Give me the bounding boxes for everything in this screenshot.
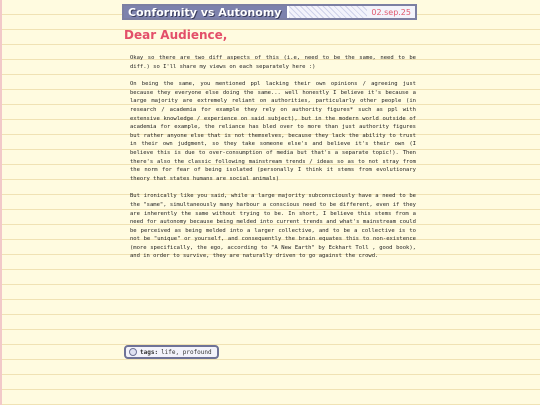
tag-icon: [129, 348, 137, 356]
post-tags[interactable]: [124, 345, 219, 359]
post-greeting: Dear Audience,: [124, 28, 228, 42]
post-title-bar: [122, 4, 417, 20]
post-body: [130, 54, 416, 270]
tags-label: tags:: [140, 348, 159, 356]
post-title-box: [124, 6, 289, 18]
tags-values[interactable]: life, profound: [161, 348, 212, 356]
post-date: 02.sep.25: [367, 8, 415, 17]
page-margin-line: [0, 0, 2, 405]
post-title: Conformity vs Autonomy: [128, 5, 282, 19]
post-paragraph: Okay so there are two diff aspects of this (i.e, need to be the same, need to be diff.) so I'll share my views on each separately here :): [130, 55, 416, 70]
post-paragraph: But ironically like you said, while a large majority subconsciously have a need to be the "same", simultaneously many harbour a conscious need to be different, even if they are inherently the same without trying to be. In short, I believe this stems from a need for autonomy because being melded into current trends and what's mainstream could be perceived as being melded into a larger collective, and to be a collective is to not be "unique" or yourself, and consequently the brain equates this to non-existence (more specifically, the ego, according to "A New Earth" by Eckhart Toll , good book), and in order to survive, they are naturally driven to go against the crowd.: [130, 193, 416, 260]
title-hatch-pattern: [289, 6, 367, 18]
post-paragraph: On being the same, you mentioned ppl lacking their own opinions / agreeing just because they everyone else doing the same... well honestly I believe it's because a large majority are extremely reliant on authorities, particularly other people (in research / academia for example they rely on authority figures* such as ppl with extensive knowledge / experience on said subject), but in the modern world outside of academia for example, the reliance has bled over to more than just authority figures but rather anyone else that is not themselves, because they lack the ability to trust in their own judgment, so they take someone else's and believe it's their own (I believe this is due to over-consumption of media but that's a separate topic!). Then there's also the classic following mainstream trends / ideas so as to not stray from the norm for fear of being isolated (personally I think it stems from evolutionary theory that states humans are social animals): [130, 81, 416, 182]
